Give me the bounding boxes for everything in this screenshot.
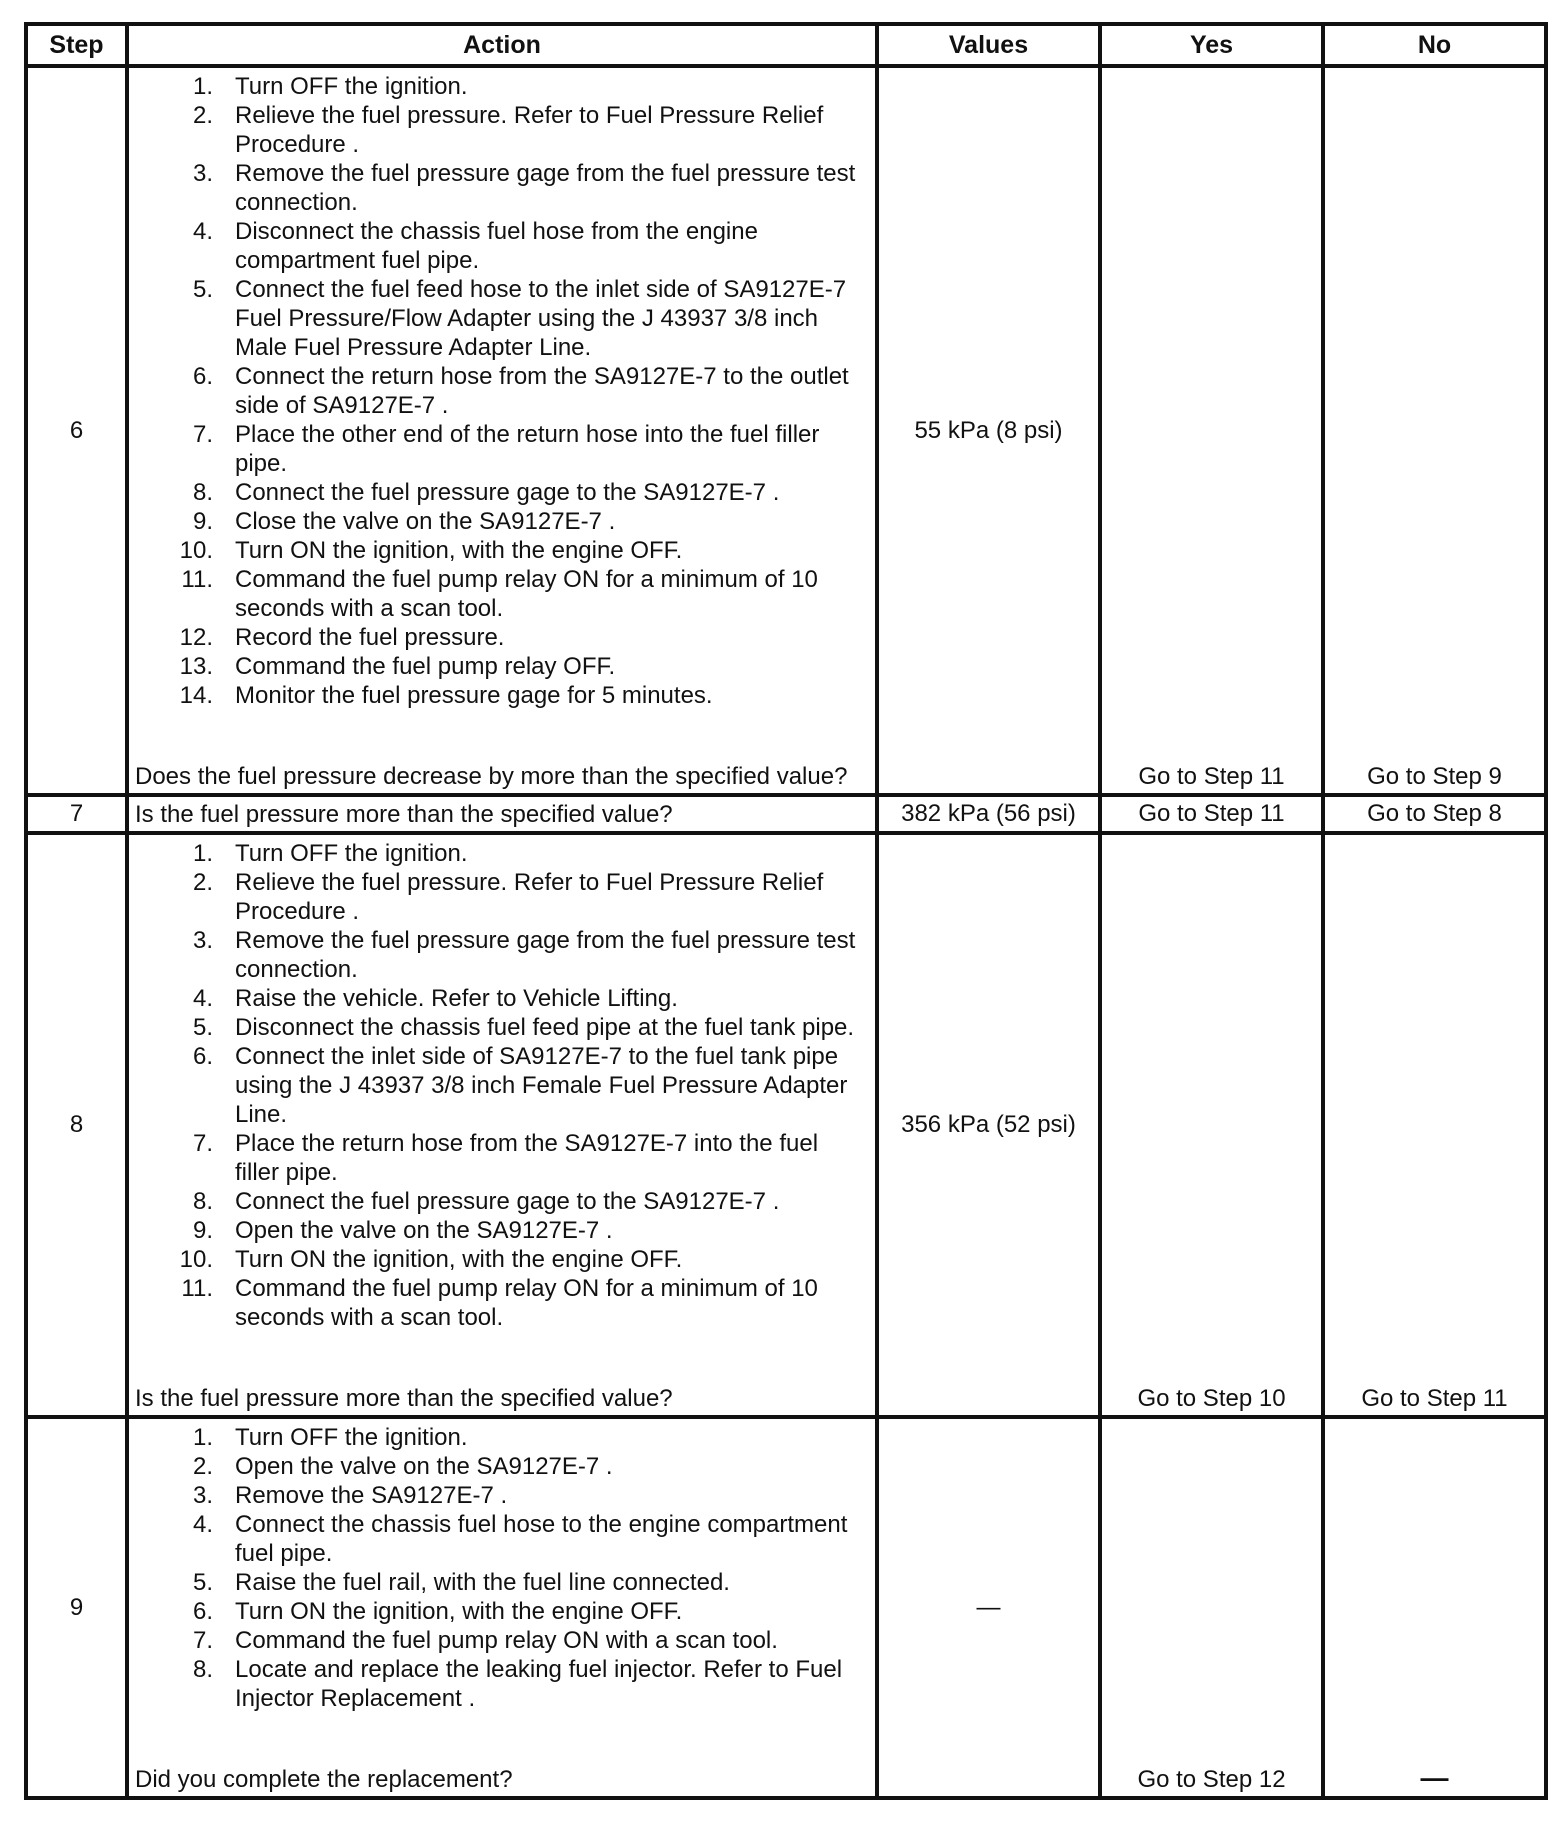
action-item-number: 11. [181,566,213,593]
action-item [135,652,867,681]
question-text: Did you complete the replacement? [135,1766,513,1793]
action-item-text: Raise the vehicle. Refer to Vehicle Lifting. [235,985,678,1012]
action-item [135,1481,867,1510]
action-item [135,1626,867,1655]
action-item [135,623,867,652]
action-item [135,536,867,565]
yes-cell: Go to Step 11 [1100,795,1323,833]
action-item-number: 4. [192,985,213,1012]
action-item [135,275,867,362]
action-item [135,1510,867,1568]
action-item [135,217,867,275]
action-item-text: Connect the fuel pressure gage to the SA9127E-7 . [235,479,780,506]
action-item-text: Connect the return hose from the SA9127E-7 to the outlet side of SA9127E-7 . [235,363,849,419]
action-item-number: 13. [179,653,213,680]
action-item-number: 2. [192,102,213,129]
action-item-number: 1. [192,840,213,867]
action-item-text: Relieve the fuel pressure. Refer to Fuel Pressure Relief Procedure . [235,869,824,925]
step-number: 6 [26,66,127,795]
action-item-text: Turn ON the ignition, with the engine OFF. [235,537,683,564]
question-text: Does the fuel pressure decrease by more than the specified value? [135,763,848,790]
action-item-text: Command the fuel pump relay ON for a minimum of 10 seconds with a scan tool. [235,1275,818,1331]
yes-cell: Go to Step 12 [1100,1417,1323,1798]
action-item-text: Open the valve on the SA9127E-7 . [235,1453,613,1480]
action-item-number: 5. [192,276,213,303]
action-item [135,159,867,217]
action-item-text: Remove the fuel pressure gage from the fuel pressure test connection. [235,160,856,216]
action-item-number: 11. [181,1275,213,1302]
action-item-number: 7. [192,421,213,448]
action-item-number: 7. [192,1627,213,1654]
action-item-text: Raise the fuel rail, with the fuel line connected. [235,1569,730,1596]
yes-cell: Go to Step 10 [1100,833,1323,1417]
action-item-text: Turn OFF the ignition. [235,73,468,100]
value-cell: 356 kPa (52 psi) [877,833,1100,1417]
table-row-step-7 [26,795,1546,833]
action-item [135,1013,867,1042]
action-item [135,1655,867,1713]
action-list [135,72,867,710]
action-item [135,1187,867,1216]
header-action: Action [127,24,877,66]
action-item [135,565,867,623]
action-item [135,681,867,710]
action-item-number: 9. [192,508,213,535]
action-cell [127,833,877,1417]
action-item-number: 10. [179,537,213,564]
action-item-text: Connect the fuel pressure gage to the SA9127E-7 . [235,1188,780,1215]
action-item [135,420,867,478]
action-item-text: Place the return hose from the SA9127E-7 into the fuel filler pipe. [235,1130,819,1186]
header-row [26,24,1546,66]
no-cell: Go to Step 9 [1323,66,1546,795]
action-item-number: 10. [179,1246,213,1273]
no-cell: Go to Step 8 [1323,795,1546,833]
table-row-step-6 [26,66,1546,795]
table-row-step-8 [26,833,1546,1417]
question-text: Is the fuel pressure more than the specified value? [135,1385,673,1412]
no-cell: Go to Step 11 [1323,833,1546,1417]
action-item-text: Disconnect the chassis fuel hose from the engine compartment fuel pipe. [235,218,758,274]
action-item-number: 12. [179,624,213,651]
action-item-text: Locate and replace the leaking fuel injector. Refer to Fuel Injector Replacement . [235,1656,843,1712]
question-text: Is the fuel pressure more than the specified value? [127,795,877,833]
action-item [135,1129,867,1187]
action-item-text: Command the fuel pump relay ON with a scan tool. [235,1627,778,1654]
action-item-number: 7. [192,1130,213,1157]
action-item-number: 2. [192,869,213,896]
action-item [135,1568,867,1597]
header-step: Step [26,24,127,66]
action-item-number: 4. [192,1511,213,1538]
action-item-number: 3. [192,160,213,187]
step-number: 7 [26,795,127,833]
action-item-text: Connect the inlet side of SA9127E-7 to the fuel tank pipe using the J 43937 3/8 inch Female Fuel Pressure Adapter Line. [235,1043,848,1128]
action-item [135,362,867,420]
action-item-number: 3. [192,927,213,954]
action-cell [127,1417,877,1798]
action-item-text: Open the valve on the SA9127E-7 . [235,1217,613,1244]
action-item [135,101,867,159]
header-yes: Yes [1100,24,1323,66]
value-cell: 55 kPa (8 psi) [877,66,1100,795]
action-item [135,478,867,507]
action-item-text: Monitor the fuel pressure gage for 5 minutes. [235,682,713,709]
action-item-text: Record the fuel pressure. [235,624,505,651]
value-cell: 382 kPa (56 psi) [877,795,1100,833]
action-item-text: Connect the chassis fuel hose to the engine compartment fuel pipe. [235,1511,848,1567]
step-number: 8 [26,833,127,1417]
action-item-text: Remove the SA9127E-7 . [235,1482,508,1509]
action-item [135,1423,867,1452]
action-item [135,984,867,1013]
action-item-number: 8. [192,479,213,506]
action-item-number: 2. [192,1453,213,1480]
action-item [135,1245,867,1274]
action-item [135,72,867,101]
action-cell [127,66,877,795]
action-item [135,1042,867,1129]
action-item-number: 8. [192,1656,213,1683]
action-item-number: 14. [179,682,213,709]
header-no: No [1323,24,1546,66]
diagnostic-table [24,22,1548,1800]
action-item-number: 1. [192,1424,213,1451]
action-item-text: Turn ON the ignition, with the engine OFF. [235,1598,683,1625]
action-item [135,1597,867,1626]
action-item-text: Disconnect the chassis fuel feed pipe at the fuel tank pipe. [235,1014,855,1041]
action-item-number: 6. [192,363,213,390]
no-cell: — [1323,1417,1546,1798]
action-item [135,1274,867,1332]
action-item-number: 5. [192,1569,213,1596]
action-item [135,1216,867,1245]
action-item-text: Remove the fuel pressure gage from the fuel pressure test connection. [235,927,856,983]
action-item [135,868,867,926]
action-item-number: 4. [192,218,213,245]
action-item-number: 3. [192,1482,213,1509]
action-item-text: Turn ON the ignition, with the engine OFF. [235,1246,683,1273]
action-item [135,926,867,984]
action-item-text: Connect the fuel feed hose to the inlet side of SA9127E-7 Fuel Pressure/Flow Adapter using the J 43937 3/8 inch Male Fuel Pressure Adapter Line. [235,276,847,361]
action-list [135,1423,867,1713]
action-item [135,1452,867,1481]
action-item-text: Turn OFF the ignition. [235,840,468,867]
action-item-number: 1. [192,73,213,100]
action-item-text: Command the fuel pump relay ON for a minimum of 10 seconds with a scan tool. [235,566,818,622]
header-values: Values [877,24,1100,66]
action-item-text: Turn OFF the ignition. [235,1424,468,1451]
action-item-number: 8. [192,1188,213,1215]
step-number: 9 [26,1417,127,1798]
action-item-text: Relieve the fuel pressure. Refer to Fuel Pressure Relief Procedure . [235,102,824,158]
action-item [135,839,867,868]
action-item-number: 6. [192,1043,213,1070]
action-list [135,839,867,1332]
action-item-number: 9. [192,1217,213,1244]
action-item-number: 5. [192,1014,213,1041]
action-item-text: Close the valve on the SA9127E-7 . [235,508,616,535]
action-item-number: 6. [192,1598,213,1625]
value-cell: — [877,1417,1100,1798]
action-item [135,507,867,536]
action-item-text: Command the fuel pump relay OFF. [235,653,616,680]
action-item-text: Place the other end of the return hose into the fuel filler pipe. [235,421,820,477]
table-row-step-9 [26,1417,1546,1798]
yes-cell: Go to Step 11 [1100,66,1323,795]
